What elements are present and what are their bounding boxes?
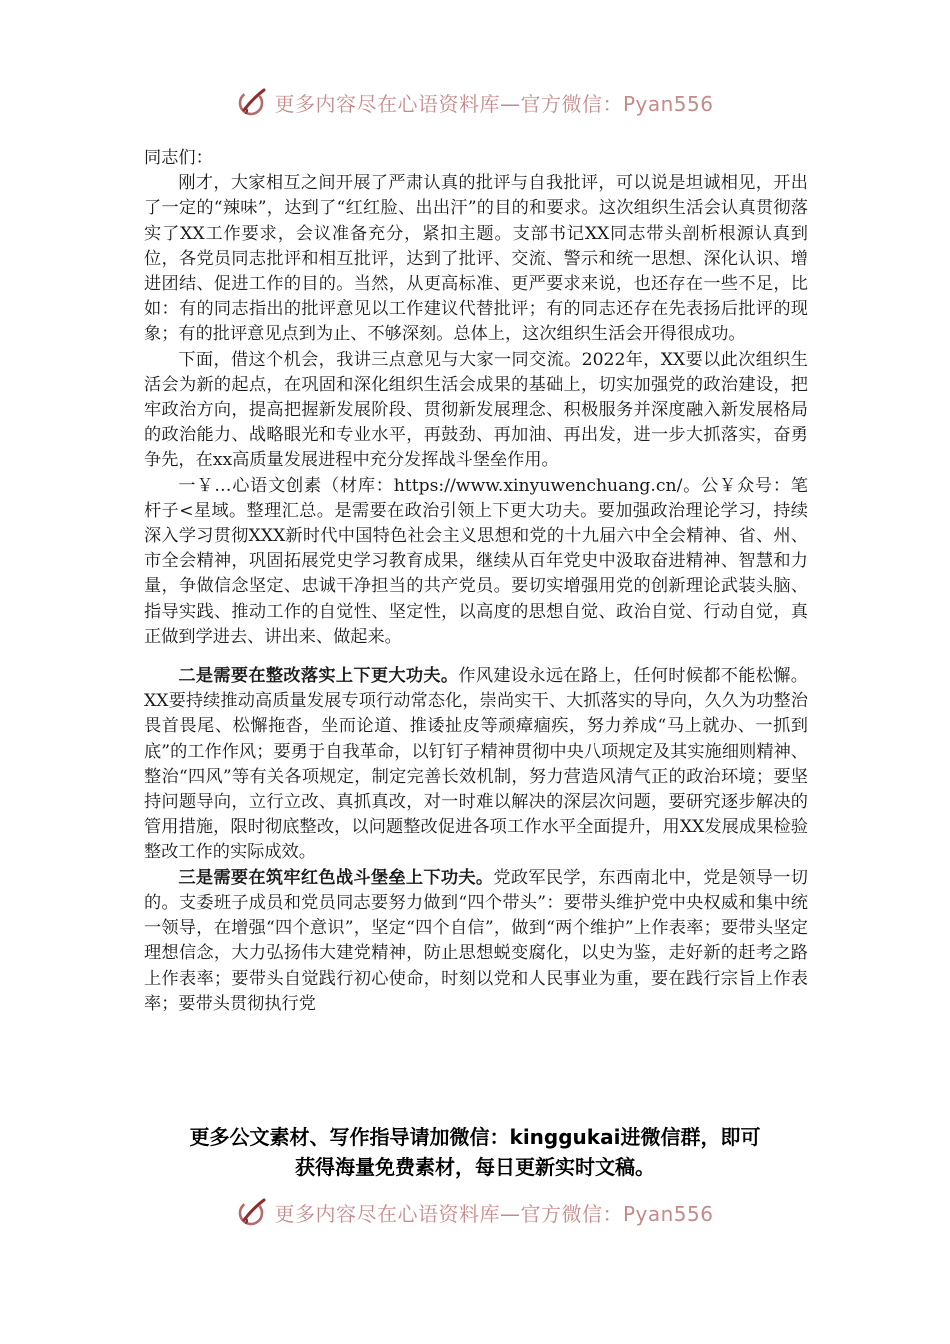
header-banner-text: 更多内容尽在心语资料库—官方微信：Pyan556: [274, 91, 714, 116]
greeting: 同志们：: [144, 148, 213, 168]
document-body: [144, 146, 808, 1017]
brush-circle-logo-icon: [236, 1196, 268, 1228]
section-2-body: 作风建设永远在路上，任何时候都不能松懈。XX要持续推动高质量发展专项行动常态化，崇尚实干、大抓落实的导向，久久为功整治畏首畏尾、松懈拖沓，坐而论道、推诿扯皮等顽瘴痼疾，努力养成“马上就办、一抓到底”的工作作风；要勇于自我革命，以钉钉子精神贯彻中央八项规定及其实施细则精神、整治“四风”等有关各项规定，制定完善长效机制，努力营造风清气正的政治环境；要坚持问题导向，立行立改、真抓真改，对一时难以解决的深层次问题，要研究逐步解决的管用措施，限时彻底整改，以问题整改促进各项工作水平全面提升，用XX发展成果检验整改工作的实际成效。: [144, 666, 808, 863]
section-3-paragraph: [144, 866, 808, 1017]
header-banner: [0, 82, 950, 122]
footer-banner-text: 更多内容尽在心语资料库—官方微信：Pyan556: [274, 1201, 714, 1226]
brush-circle-logo-icon: [236, 86, 268, 118]
paragraph-1: 刚才，大家相互之间开展了严肃认真的批评与自我批评，可以说是坦诚相见，开出了一定的“辣味”，达到了“红红脸、出出汗”的目的和要求。这次组织生活会认真贯彻落实了XX工作要求，会议准备充分，紧扣主题。支部书记XX同志带头剖析根源认真到位，各党员同志批评和相互批评，达到了批评、交流、警示和统一思想、深化认识、增进团结、促进工作的目的。当然，从更高标准、更严要求来说，也还存在一些不足，比如：有的同志指出的批评意见以工作建议代替批评；有的同志还存在先表扬后批评的现象；有的批评意见点到为止、不够深刻。总体上，这次组织生活会开得很成功。: [144, 173, 808, 345]
paragraph-gap: [144, 650, 808, 664]
footer-note-line-1: 更多公文素材、写作指导请加微信：kinggukai进微信群，即可: [189, 1125, 761, 1149]
footer-banner: [0, 1192, 950, 1232]
footer-note: [120, 1122, 830, 1182]
paragraph-3: 一￥…心语文创素（材库：https://www.xinyuwenchuang.cn/。公￥众号：笔杆子<星域。整理汇总。是需要在政治引领上下更大功夫。要加强政治理论学习，持续深入学习贯彻XXX新时代中国特色社会主义思想和党的十九届六中全会精神、省、州、市全会精神，巩固拓展党史学习教育成果，继续从百年党史中汲取奋进精神、智慧和力量，争做信念坚定、忠诚干净担当的共产党员。要切实增强用党的创新理论武装头脑、指导实践、推动工作的自觉性、坚定性，以高度的思想自觉、政治自觉、行动自觉，真正做到学进去、讲出来、做起来。: [144, 475, 808, 647]
section-3-heading: 三是需要在筑牢红色战斗堡垒上下功夫。: [178, 867, 494, 888]
section-3-body: 党政军民学，东西南北中，党是领导一切的。支委班子成员和党员同志要努力做到“四个带头”：要带头维护党中央权威和集中统一领导，在增强“四个意识”，坚定“四个自信”，做到“两个维护”上作表率；要带头坚定理想信念，大力弘扬伟大建党精神，防止思想蜕变腐化，以史为鉴，走好新的赶考之路上作表率；要带头自觉践行初心使命，时刻以党和人民事业为重，要在践行宗旨上作表率；要带头贯彻执行党: [144, 867, 808, 1014]
paragraph-2: 下面，借这个机会，我讲三点意见与大家一同交流。2022年，XX要以此次组织生活会为新的起点，在巩固和深化组织生活会成果的基础上，切实加强党的政治建设，把牢政治方向，提高把握新发展阶段、贯彻新发展理念、积极服务并深度融入新发展格局的政治能力、战略眼光和专业水平，再鼓劲、再加油、再出发，进一步大抓落实，奋勇争先，在xx高质量发展进程中充分发挥战斗堡垒作用。: [144, 349, 808, 471]
footer-note-line-2: 获得海量免费素材，每日更新实时文稿。: [295, 1155, 655, 1179]
section-2-heading: 二是需要在整改落实上下更大功夫。: [178, 666, 459, 687]
section-2-paragraph: [144, 664, 808, 866]
